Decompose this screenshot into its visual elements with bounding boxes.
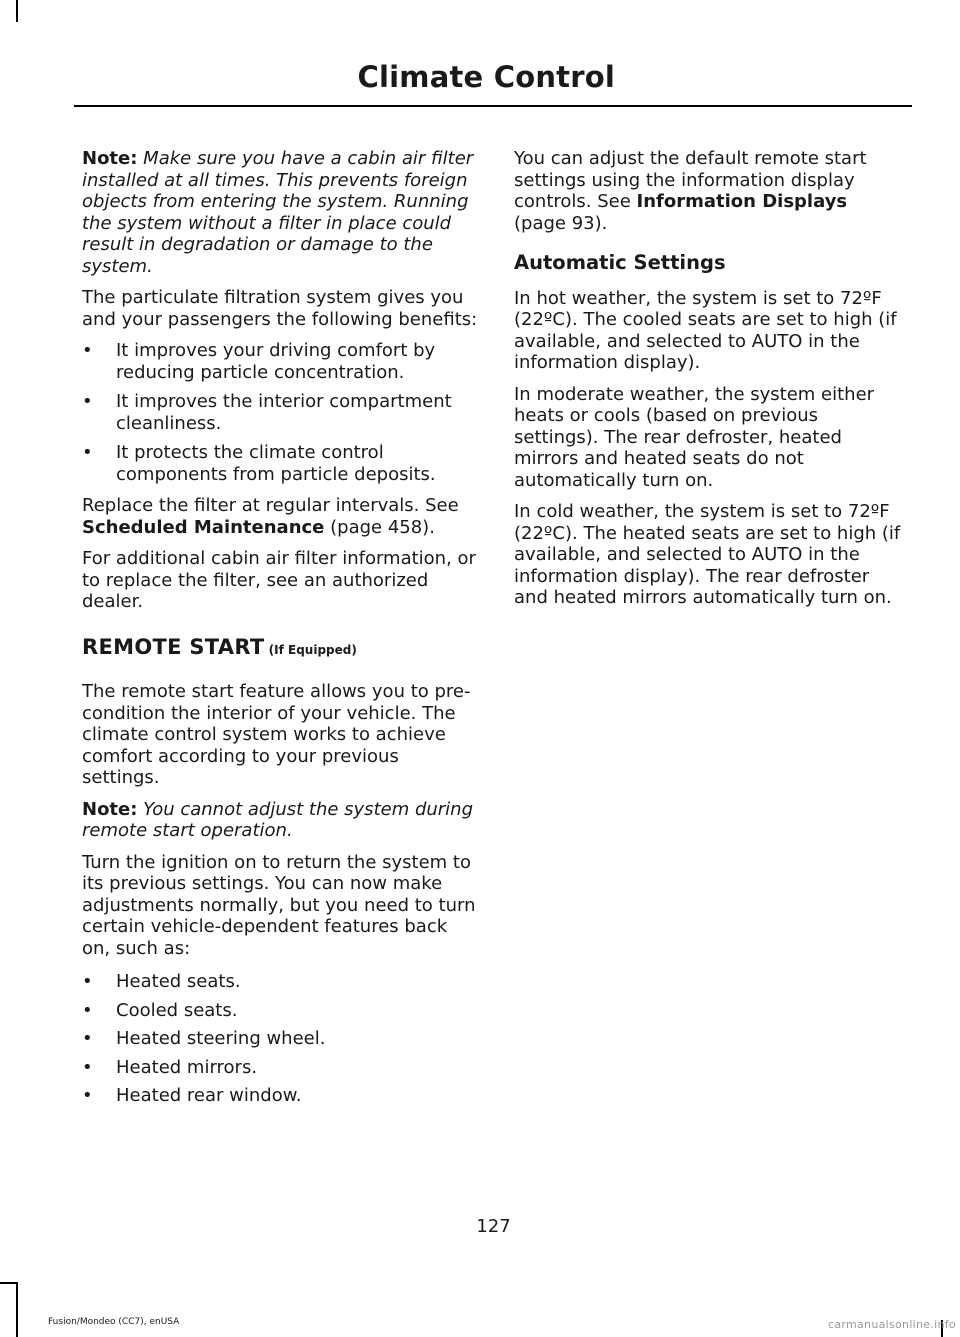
note-label: Note: <box>82 148 138 169</box>
list-item: • Heated steering wheel. <box>82 1028 480 1050</box>
scheduled-maintenance-link[interactable]: Scheduled Maintenance <box>82 516 325 538</box>
note-remote-start <box>82 799 480 842</box>
note-text: Make sure you have a cabin air filter installed at all times. This prevents foreign objects from entering the system. Running the system without a filter in place could result in degradation or damage to the system. <box>82 148 474 277</box>
features-list <box>82 971 480 1107</box>
list-item: • It improves the interior compartment cleanliness. <box>82 391 480 434</box>
note-label: Note: <box>82 798 138 820</box>
left-column <box>82 148 480 1117</box>
automatic-settings-heading: Automatic Settings <box>514 251 726 274</box>
filtration-intro: The particulate filtration system gives you and your passengers the following benefits: <box>82 287 478 330</box>
replace-filter-paragraph <box>82 495 480 538</box>
list-item: • Heated seats. <box>82 971 480 993</box>
list-item: • Heated mirrors. <box>82 1057 480 1079</box>
watermark: carmanualsonline.info <box>827 1318 956 1331</box>
list-item: • Cooled seats. <box>82 1000 480 1022</box>
adjust-page-ref: (page 93). <box>514 212 608 234</box>
section-heading-remote-start <box>82 634 480 662</box>
note-text: You cannot adjust the system during remote start operation. <box>82 798 474 841</box>
header-rule <box>74 105 912 107</box>
adjust-text: You can adjust the default remote start settings using the information display controls. See <box>514 148 867 212</box>
ignition-paragraph: Turn the ignition on to return the system to its previous settings. You can now make adjustments normally, but you need to turn certain vehicle-dependent features back on, such as: <box>82 851 476 959</box>
moderate-weather-paragraph: In moderate weather, the system either heats or cools (based on previous settings). The rear defroster, heated mirrors and heated seats do not automatically turn on. <box>514 383 875 491</box>
list-item: • It protects the climate control components from particle deposits. <box>82 442 480 485</box>
replace-page-ref: (page 458). <box>324 516 435 538</box>
crop-mark-bottom-left <box>16 1282 18 1337</box>
page-header-title: Climate Control <box>357 60 615 94</box>
list-item: • It improves your driving comfort by reducing particle concentration. <box>82 340 480 383</box>
additional-info-paragraph: For additional cabin air filter information, or to replace the filter, see an authorized dealer. <box>82 548 476 612</box>
cold-weather-paragraph: In cold weather, the system is set to 72ºF (22ºC). The heated seats are set to high (if available, and selected to AUTO in the information display). The rear defroster and heated mirrors automatically turn on. <box>514 501 901 608</box>
page-number: 127 <box>476 1216 511 1237</box>
footer-model-info: Fusion/Mondeo (CC7), enUSA <box>48 1317 180 1327</box>
crop-mark-bottom-left-h <box>0 1282 18 1284</box>
crop-mark-top-left <box>16 0 18 22</box>
section-condition: (If Equipped) <box>264 642 357 657</box>
hot-weather-paragraph: In hot weather, the system is set to 72ºF (22ºC). The cooled seats are set to high (if available, and selected to AUTO in the information display). <box>514 287 897 373</box>
replace-text: Replace the filter at regular intervals. See <box>82 495 459 516</box>
note-filter <box>82 148 480 277</box>
information-displays-link[interactable]: Information Displays <box>636 191 848 212</box>
remote-start-intro: The remote start feature allows you to pre-condition the interior of your vehicle. The climate control system works to achieve comfort according to your previous settings. <box>82 681 471 788</box>
section-title: REMOTE START <box>82 634 265 659</box>
list-item: • Heated rear window. <box>82 1085 480 1107</box>
right-column <box>514 148 904 619</box>
adjust-settings-paragraph <box>514 148 904 234</box>
benefits-list <box>82 340 480 485</box>
